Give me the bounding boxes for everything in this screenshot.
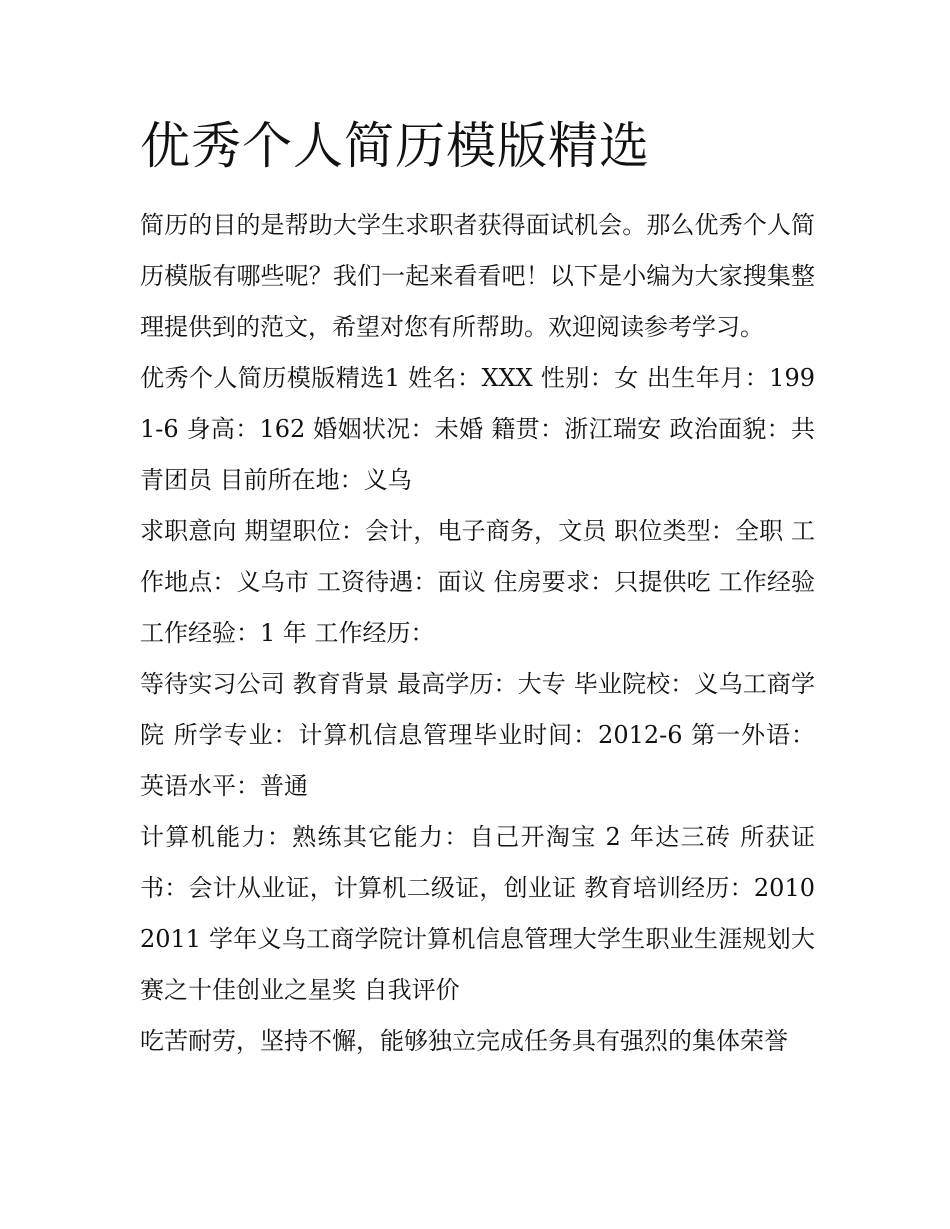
job-intention-paragraph: 求职意向 期望职位：会计，电子商务，文员 职位类型：全职 工作地点：义乌市 工资待遇：面议 住房要求：只提供吃 工作经验 工作经验：1 年 工作经历：	[140, 517, 815, 647]
self-evaluation-paragraph: 吃苦耐劳，坚持不懈，能够独立完成任务具有强烈的集体荣誉	[140, 1027, 788, 1055]
page-title: 优秀个人简历模版精选	[140, 117, 650, 175]
document-body	[140, 110, 815, 1067]
education-paragraph: 等待实习公司 教育背景 最高学历：大专 毕业院校：义乌工商学院 所学专业：计算机信息管理毕业时间：2012-6 第一外语：英语水平：普通	[140, 670, 815, 800]
skills-paragraph: 计算机能力：熟练其它能力：自己开淘宝 2 年达三砖 所获证书：会计从业证，计算机二级证，创业证 教育培训经历：20102011 学年义乌工商学院计算机信息管理大学生职业生涯规划大赛之十佳创业之星奖 自我评价	[140, 823, 815, 1004]
intro-paragraph: 简历的目的是帮助大学生求职者获得面试机会。那么优秀个人简历模版有哪些呢？我们一起来看看吧！以下是小编为大家搜集整理提供到的范文，希望对您有所帮助。欢迎阅读参考学习。	[140, 211, 815, 341]
personal-info-paragraph: 优秀个人简历模版精选1 姓名：XXX 性别：女 出生年月：1991-6 身高：162 婚姻状况：未婚 籍贯：浙江瑞安 政治面貌：共青团员 目前所在地：义乌	[140, 364, 815, 494]
